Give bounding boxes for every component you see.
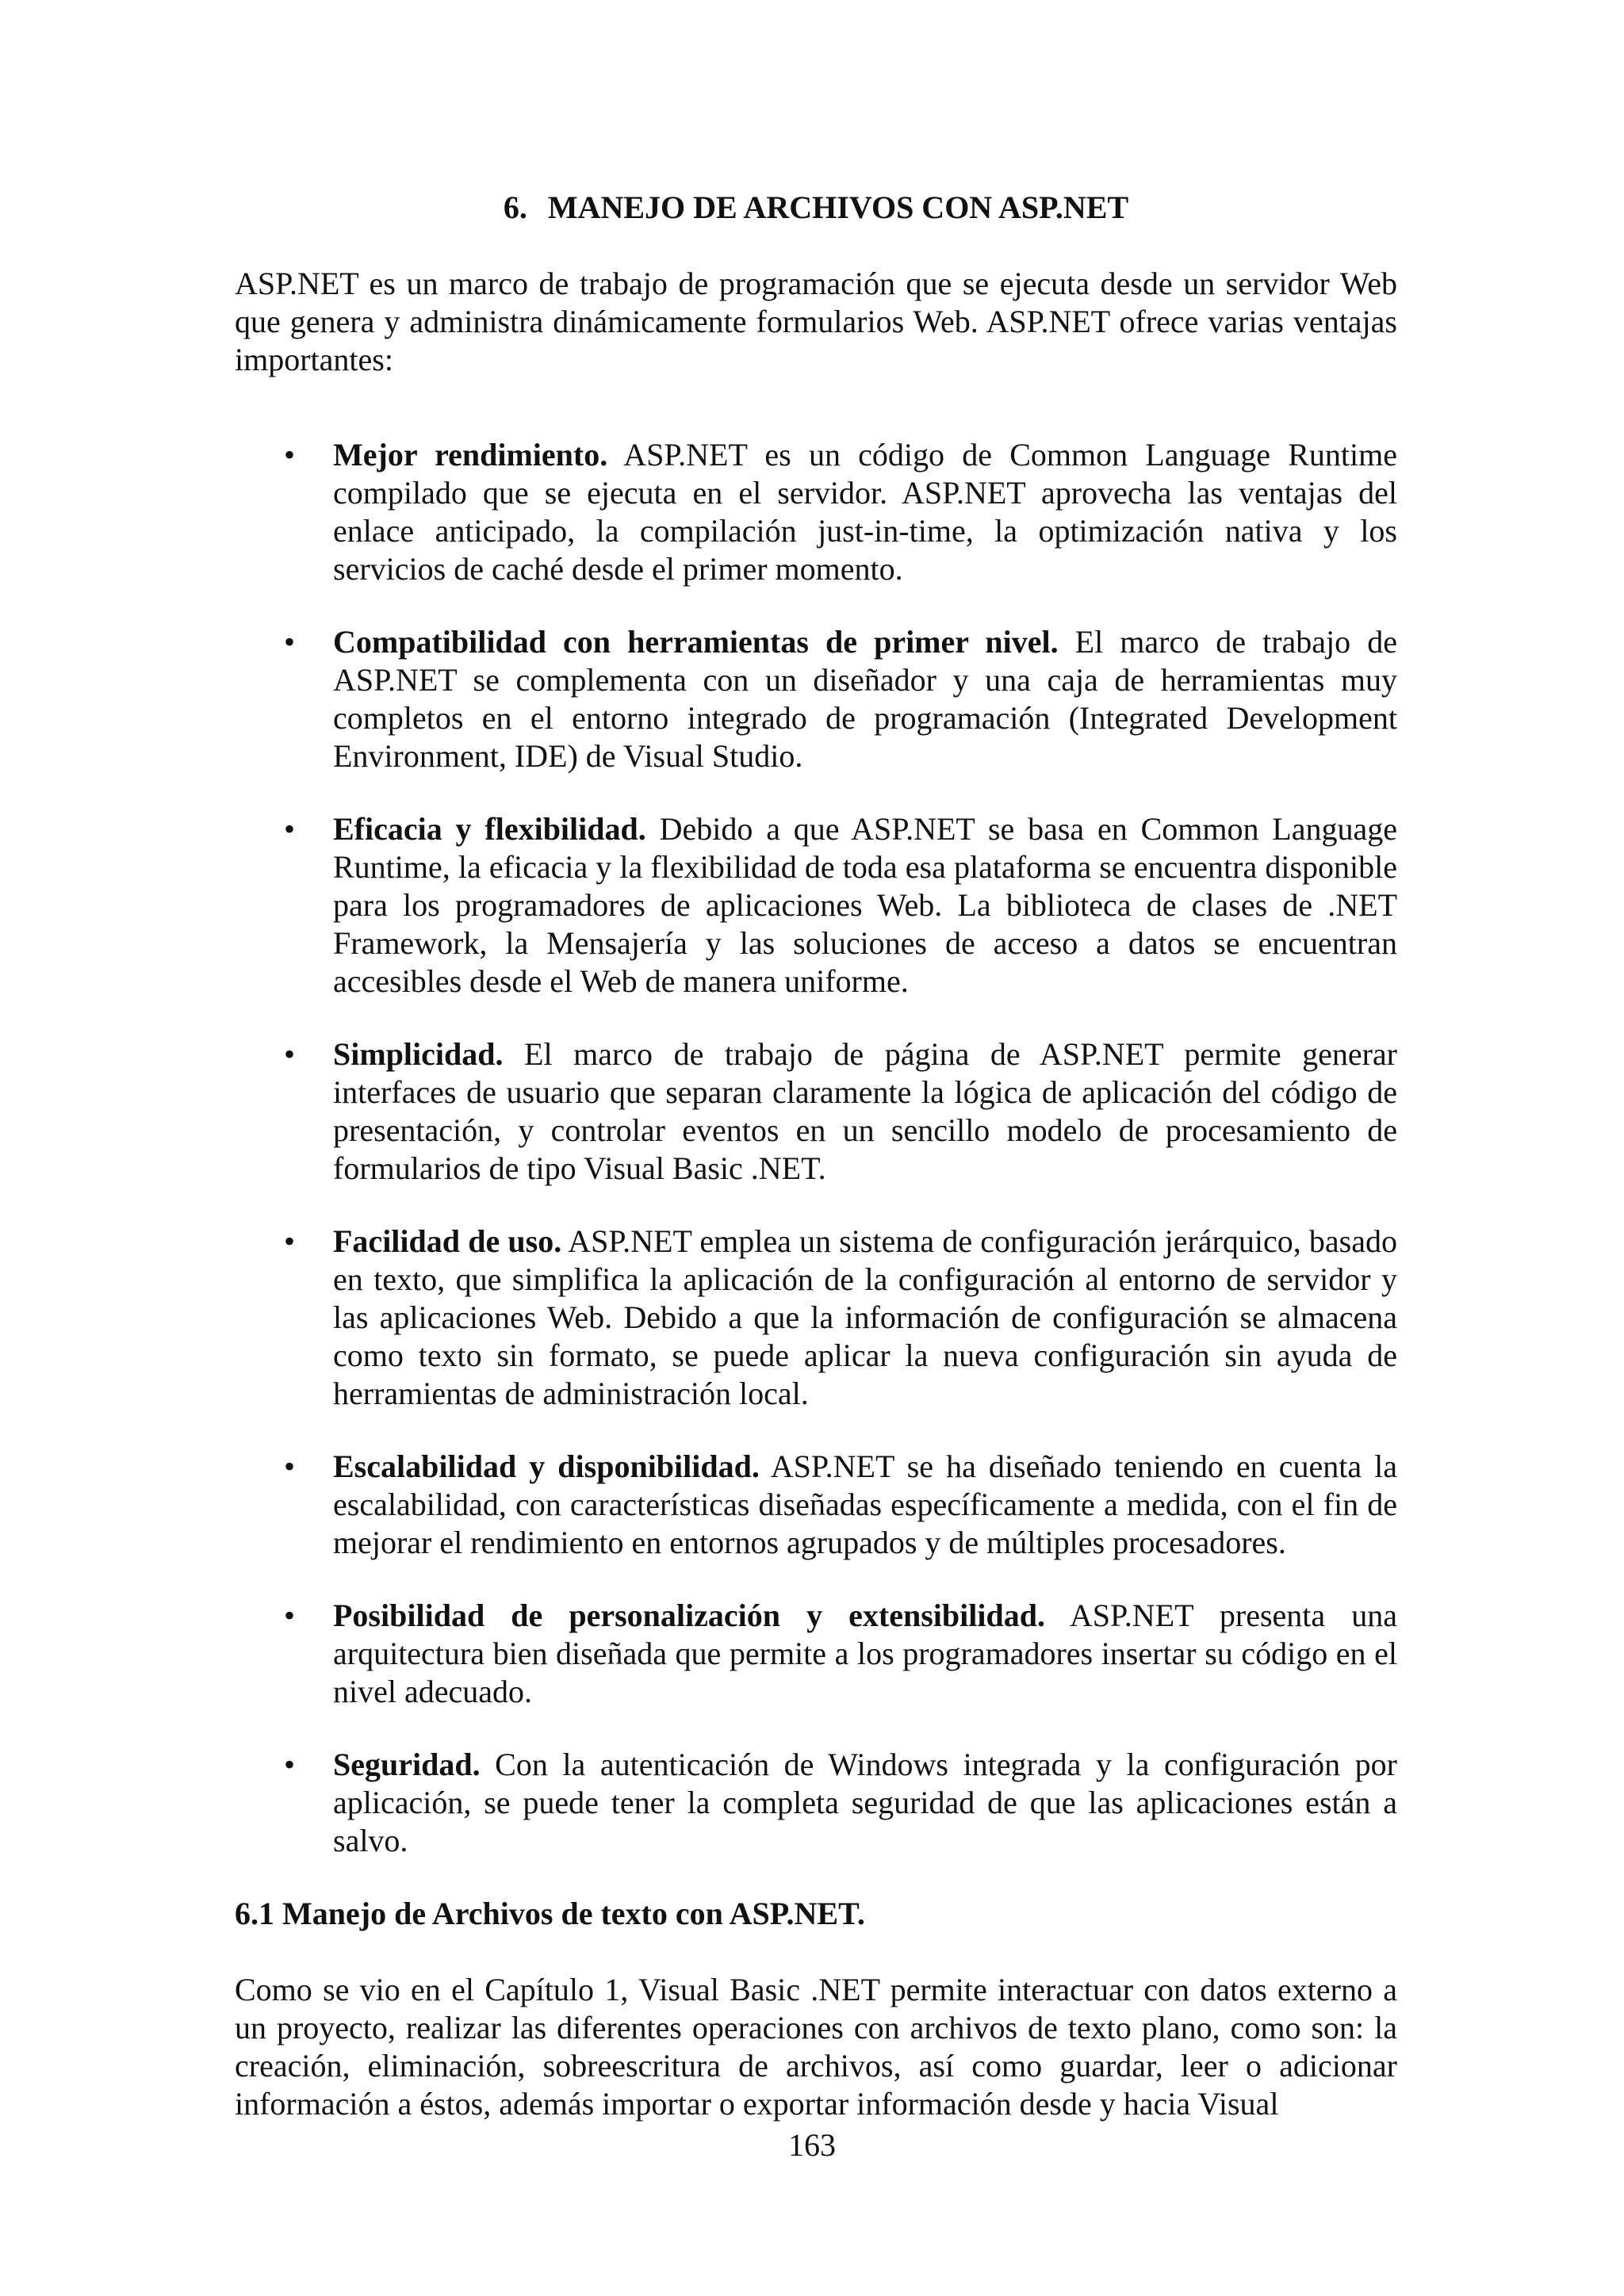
list-item <box>235 623 1397 775</box>
list-item <box>235 810 1397 1001</box>
benefit-term: Facilidad de uso. <box>333 1223 562 1259</box>
list-item <box>235 1448 1397 1562</box>
benefit-text: ASP.NET emplea un sistema de configuración jerárquico, basado en texto, que simplifica la aplicación de la configuración al entorno de servidor y las aplicaciones Web. Debido a que la información de configuración se almacena como texto sin formato, se puede aplicar la nueva configuración sin ayuda de herramientas de administración local. <box>333 1223 1397 1411</box>
benefit-term: Posibilidad de personalización y extensibilidad. <box>333 1598 1045 1633</box>
benefit-text: ASP.NET es un código de Common Language Runtime compilado que se ejecuta en el servidor. ASP.NET aprovecha las ventajas del enlace anticipado, la compilación just-in-time, la optimización nativa y los servicios de caché desde el primer momento. <box>333 437 1397 587</box>
list-item <box>235 1223 1397 1413</box>
list-item <box>235 436 1397 588</box>
chapter-number: 6. <box>503 189 527 225</box>
bullet-icon: • <box>284 1448 296 1484</box>
list-item <box>235 1035 1397 1188</box>
section-title: 6.1 Manejo de Archivos de texto con ASP.NET. <box>235 1896 865 1931</box>
bullet-icon: • <box>284 624 296 660</box>
page-number: 163 <box>788 2127 836 2163</box>
bullet-icon: • <box>284 1223 296 1259</box>
benefit-text: El marco de trabajo de ASP.NET se complementa con un diseñador y una caja de herramientas muy completos en el entorno integrado de programación (Integrated Development Environment, IDE) de Visual Studio. <box>333 624 1397 774</box>
page-content <box>235 189 1397 2123</box>
chapter-title-text: MANEJO DE ARCHIVOS CON ASP.NET <box>547 189 1129 225</box>
benefit-term: Seguridad. <box>333 1747 481 1782</box>
bullet-icon: • <box>284 1036 296 1072</box>
benefit-term: Mejor rendimiento. <box>333 437 608 473</box>
benefit-text: Debido a que ASP.NET se basa en Common Language Runtime, la eficacia y la flexibilidad de toda esa plataforma se encuentra disponible para los programadores de aplicaciones Web. La biblioteca de clases de .NET Framework, la Mensajería y las soluciones de acceso a datos se encuentran accesibles desde el Web de manera uniforme. <box>333 811 1398 999</box>
chapter-title <box>235 189 1397 227</box>
bullet-icon: • <box>284 811 296 847</box>
benefit-term: Simplicidad. <box>333 1036 504 1072</box>
benefits-list <box>235 436 1397 1860</box>
benefit-text: ASP.NET se ha diseñado teniendo en cuenta la escalabilidad, con características diseñadas específicamente a medida, con el fin de mejorar el rendimiento en entornos agrupados y de múltiples procesadores. <box>333 1448 1397 1560</box>
bullet-icon: • <box>284 1598 296 1633</box>
benefit-text: ASP.NET presenta una arquitectura bien diseñada que permite a los programadores insertar su código en el nivel adecuado. <box>333 1598 1397 1709</box>
benefit-text: El marco de trabajo de página de ASP.NET permite generar interfaces de usuario que separan claramente la lógica de aplicación del código de presentación, y controlar eventos en un sencillo modelo de procesamiento de formularios de tipo Visual Basic .NET. <box>333 1036 1397 1186</box>
section-paragraph: Como se vio en el Capítulo 1, Visual Basic .NET permite interactuar con datos externo a un proyecto, realizar las diferentes operaciones con archivos de texto plano, como son: la creación, eliminación, sobreescritura de archivos, así como guardar, leer o adicionar información a éstos, además importar o exportar información desde y hacia Visual <box>235 1972 1397 2122</box>
benefit-term: Eficacia y flexibilidad. <box>333 811 646 847</box>
benefit-text: Con la autenticación de Windows integrada y la configuración por aplicación, se puede tener la completa seguridad de que las aplicaciones están a salvo. <box>333 1747 1397 1858</box>
benefit-term: Compatibilidad con herramientas de primer nivel. <box>333 624 1059 660</box>
bullet-icon: • <box>284 437 296 473</box>
list-item <box>235 1746 1397 1860</box>
list-item <box>235 1597 1397 1711</box>
benefit-term: Escalabilidad y disponibilidad. <box>333 1448 760 1484</box>
intro-paragraph: ASP.NET es un marco de trabajo de programación que se ejecuta desde un servidor Web que genera y administra dinámicamente formularios Web. ASP.NET ofrece varias ventajas importantes: <box>235 266 1397 377</box>
bullet-icon: • <box>284 1747 296 1782</box>
